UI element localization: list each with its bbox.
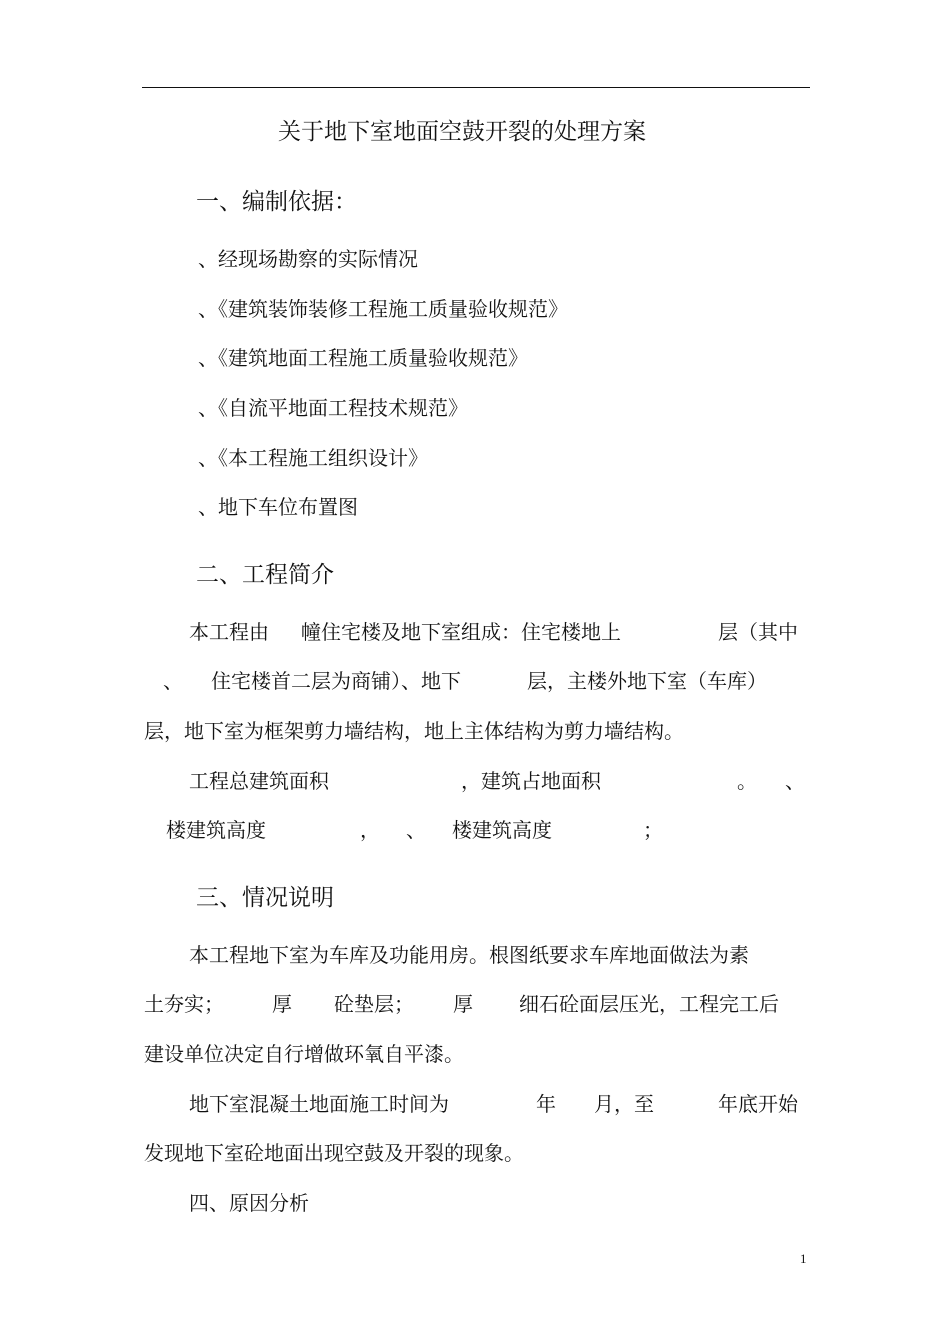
basis-item: 、《本工程施工组织设计》	[198, 446, 428, 470]
page-number: 1	[800, 1251, 807, 1266]
basis-item: 、《建筑装饰装修工程施工质量验收规范》	[198, 297, 568, 321]
overview-text: 层，地下室为框架剪力墙结构，地上主体结构为剪力墙结构。	[144, 719, 684, 743]
situation-text: 月，至	[594, 1092, 654, 1116]
overview-text: ，建筑占地面积	[461, 769, 601, 793]
overview-text: 、	[406, 818, 426, 842]
section-heading-analysis: 四、原因分析	[189, 1191, 309, 1215]
overview-text: 本工程由	[189, 620, 269, 644]
overview-text: 楼建筑高度	[452, 818, 552, 842]
overview-text: 楼建筑高度	[166, 818, 266, 842]
overview-text: 。	[737, 769, 757, 793]
situation-text: 年	[536, 1092, 556, 1116]
section-heading-overview: 二、工程简介	[196, 562, 334, 588]
overview-text: 层，主楼外地下室（车库）	[527, 669, 767, 693]
overview-text: 住宅楼首二层为商铺）、地下	[211, 669, 461, 693]
situation-text: 地下室混凝土地面施工时间为	[189, 1092, 449, 1116]
overview-text: 幢住宅楼及地下室组成：住宅楼地上	[301, 620, 621, 644]
basis-item: 、经现场勘察的实际情况	[198, 247, 418, 271]
document-title: 关于地下室地面空鼓开裂的处理方案	[278, 119, 646, 145]
overview-text: 工程总建筑面积	[189, 769, 329, 793]
situation-text: 土夯实；	[144, 992, 224, 1016]
section-heading-situation: 三、情况说明	[196, 885, 334, 911]
overview-text: 、	[163, 669, 183, 693]
situation-text: 厚	[453, 992, 473, 1016]
situation-text: 发现地下室砼地面出现空鼓及开裂的现象。	[144, 1141, 524, 1165]
situation-text: 本工程地下室为车库及功能用房。根图纸要求车库地面做法为素	[189, 943, 749, 967]
situation-text: 细石砼面层压光，工程完工后	[519, 992, 779, 1016]
situation-text: 砼垫层；	[334, 992, 414, 1016]
overview-text: 层（其中	[718, 620, 798, 644]
overview-text: ；	[643, 818, 663, 842]
overview-text: ，	[360, 818, 380, 842]
overview-text: 、	[785, 769, 805, 793]
section-heading-basis: 一、编制依据：	[196, 189, 357, 215]
basis-item: 、《自流平地面工程技术规范》	[198, 396, 468, 420]
header-rule	[142, 87, 810, 88]
situation-text: 年底开始	[718, 1092, 798, 1116]
basis-item: 、地下车位布置图	[198, 495, 358, 519]
situation-text: 厚	[272, 992, 292, 1016]
situation-text: 建设单位决定自行增做环氧自平漆。	[144, 1042, 464, 1066]
basis-item: 、《建筑地面工程施工质量验收规范》	[198, 346, 528, 370]
